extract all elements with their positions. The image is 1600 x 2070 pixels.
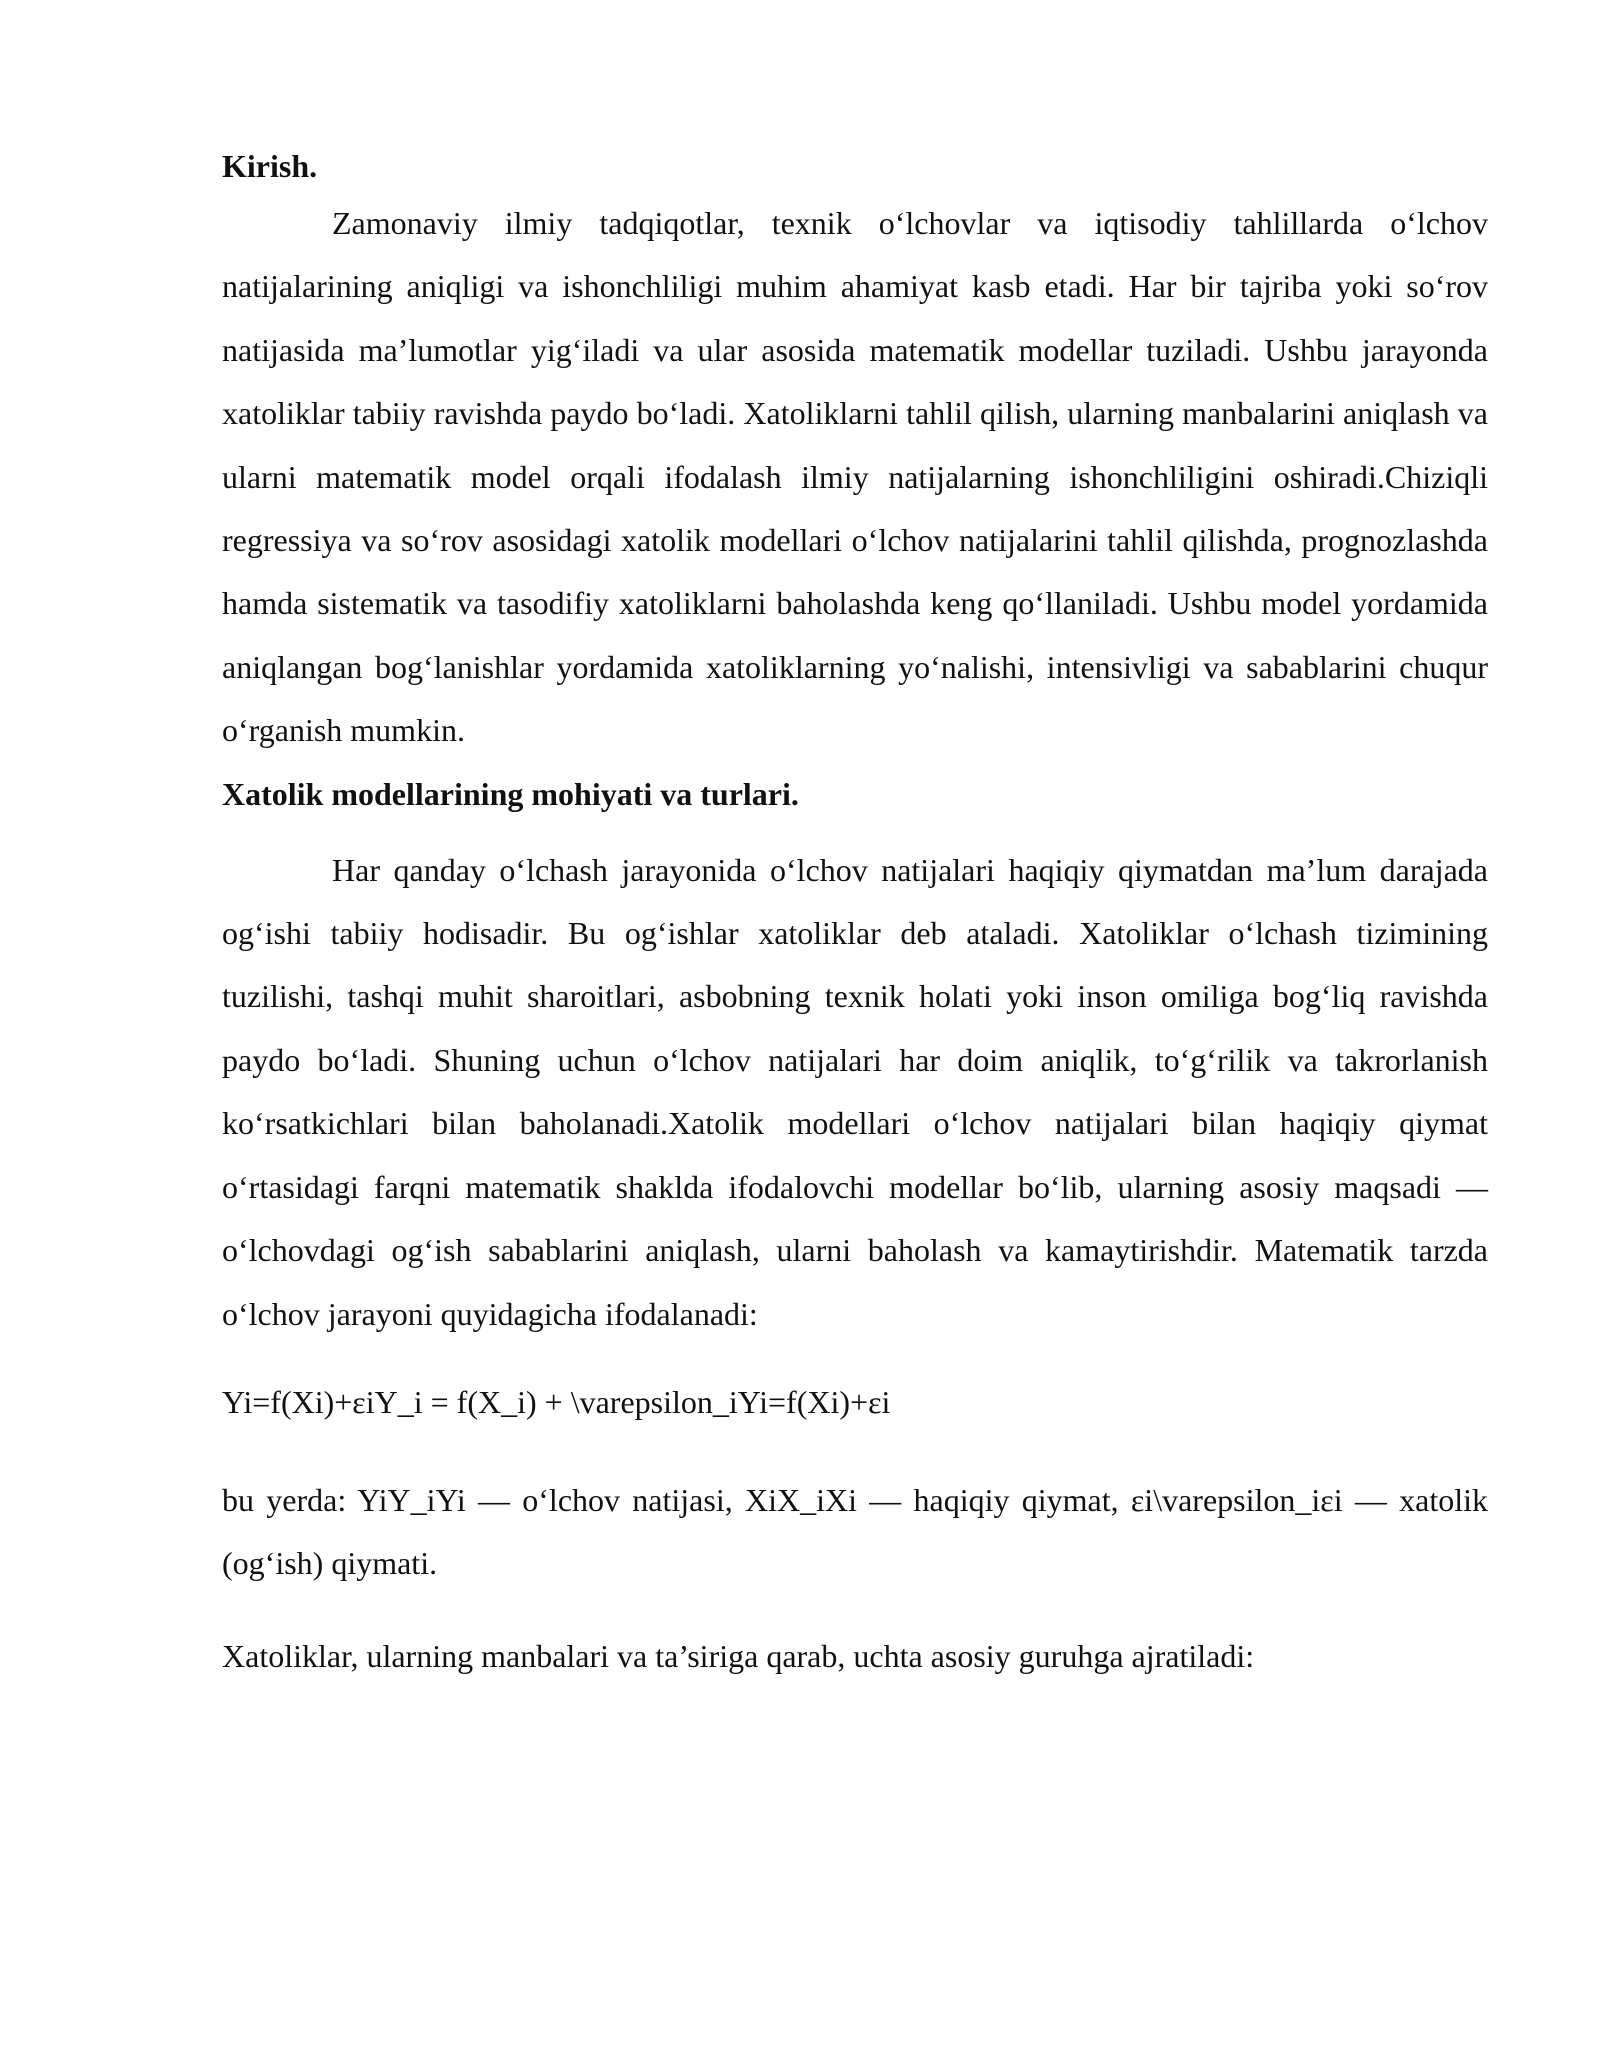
paragraph-intro: Zamonaviy ilmiy tadqiqotlar, texnik o‘lchovlar va iqtisodiy tahlillarda o‘lchov natijalarining aniqligi va ishonchliligi muhim ahamiyat kasb etadi. Har bir tajriba yoki so‘rov natijasida ma’lumotlar yig‘iladi va ular asosida matematik modellar tuziladi. Ushbu jarayonda xatoliklar tabiiy ravishda paydo bo‘ladi. Xatoliklarni tahlil qilish, ularning manbalarini aniqlash va ularni matematik model orqali ifodalash ilmiy natijalarning ishonchliligini oshiradi.Chiziqli regressiya va so‘rov asosidagi xatolik modellari o‘lchov natijalarini tahlil qilishda, prognozlashda hamda sistematik va tasodifiy xatoliklarni baholashda keng qo‘llaniladi. Ushbu model yordamida aniqlangan bog‘lanishlar yordamida xatoliklarning yo‘nalishi, intensivligi va sabablarini chuqur o‘rganish mumkin. [222,205,1488,749]
formula-legend: bu yerda: YiY_iYi — o‘lchov natijasi, XiX_iXi — haqiqiy qiymat, εi\varepsilon_iεi — xatolik (og‘ish) qiymati. [222,1481,1488,1581]
section-heading-intro: Kirish. [222,148,318,184]
formula-line: Yi=f(Xi)+εiY_i = f(X_i) + \varepsilon_iYi=f(Xi)+εi [222,1383,891,1420]
paragraph-error-models: Har qanday o‘lchash jarayonida o‘lchov natijalari haqiqiy qiymatdan ma’lum darajada og‘ishi tabiiy hodisadir. Bu og‘ishlar xatoliklar deb ataladi. Xatoliklar o‘lchash tizimining tuzilishi, tashqi muhit sharoitlari, asbobning texnik holati yoki inson omiliga bog‘liq ravishda paydo bo‘ladi. Shuning uchun o‘lchov natijalari har doim aniqlik, to‘g‘rilik va takrorlanish ko‘rsatkichlari bilan baholanadi.Xatolik modellari o‘lchov natijalari bilan haqiqiy qiymat o‘rtasidagi farqni matematik shaklda ifodalovchi modellar bo‘lib, ularning asosiy maqsadi — o‘lchovdagi og‘ish sabablarini aniqlash, ularni baholash va kamaytirishdir. Matematik tarzda o‘lchov jarayoni quyidagicha ifodalanadi: [222,851,1488,1332]
paragraph-error-groups-intro: Xatoliklar, ularning manbalari va ta’siriga qarab, uchta asosiy guruhga ajratiladi: [222,1637,1255,1674]
section-heading-error-models: Xatolik modellarining mohiyati va turlari. [222,775,799,812]
document-page [222,145,1488,1688]
